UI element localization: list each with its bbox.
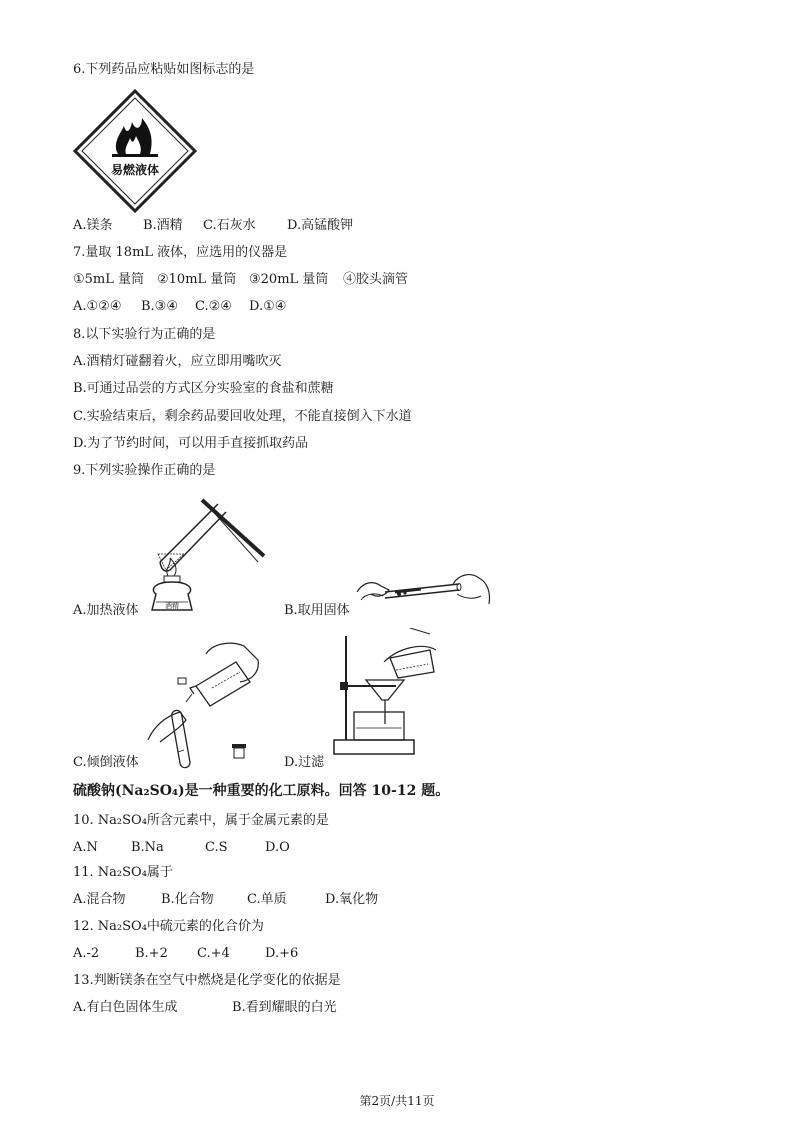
section-intro: 硫酸钠(Na₂SO₄)是一种重要的化工原料。回答 10-12 题。	[73, 783, 450, 799]
q11-option-c[interactable]: C.单质	[247, 892, 287, 907]
q8-option-d[interactable]: D.为了节约时间，可以用手直接抓取药品	[73, 436, 309, 451]
q7-item-4: ④胶头滴管	[343, 272, 409, 287]
q8-stem: 8.以下实验行为正确的是	[73, 327, 216, 342]
q10-option-a[interactable]: A.N	[73, 840, 98, 855]
q13-options	[73, 999, 337, 1017]
q9-option-b[interactable]: B.取用固体	[284, 603, 350, 618]
q7-option-c[interactable]: C.②④	[195, 299, 232, 314]
q7-item-2: ②10mL 量筒	[157, 272, 237, 287]
q6-option-a[interactable]: A.镁条	[73, 218, 113, 233]
figure-pouring-liquid	[140, 630, 270, 770]
q11-option-b[interactable]: B.化合物	[161, 892, 214, 907]
q9-option-a[interactable]: A.加热液体	[73, 603, 139, 618]
q6-stem: 6.下列药品应粘贴如图标志的是	[73, 62, 255, 77]
q6-option-b[interactable]: B.酒精	[143, 218, 183, 233]
q13-stem: 13.判断镁条在空气中燃烧是化学变化的依据是	[73, 973, 341, 988]
q10-option-d[interactable]: D.O	[265, 840, 290, 855]
q9-option-d[interactable]: D.过滤	[284, 755, 325, 770]
q9-stem: 9.下列实验操作正确的是	[73, 463, 216, 478]
q10-option-c[interactable]: C.S	[205, 840, 228, 855]
q12-option-d[interactable]: D.+6	[265, 946, 299, 961]
q12-option-a[interactable]: A.-2	[73, 946, 100, 961]
q7-item-3: ③20mL 量筒	[249, 272, 329, 287]
q11-stem: 11. Na₂SO₄属于	[73, 865, 173, 880]
figure-taking-solid	[355, 570, 495, 612]
q6-option-c[interactable]: C.石灰水	[203, 218, 256, 233]
svg-text:酒精: 酒精	[165, 602, 179, 610]
q10-stem: 10. Na₂SO₄所含元素中，属于金属元素的是	[73, 813, 329, 828]
q9-option-c[interactable]: C.倾倒液体	[73, 755, 139, 770]
q8-option-a[interactable]: A.酒精灯碰翻着火，应立即用嘴吹灭	[73, 354, 282, 369]
q13-option-b[interactable]: B.看到耀眼的白光	[232, 1000, 337, 1015]
q7-option-a[interactable]: A.①②④	[73, 299, 122, 314]
q12-stem: 12. Na₂SO₄中硫元素的化合价为	[73, 919, 264, 934]
q13-option-a[interactable]: A.有白色固体生成	[73, 1000, 178, 1015]
flammable-liquid-sign	[72, 88, 198, 214]
figure-filtration	[326, 628, 456, 758]
q6-options	[73, 217, 353, 235]
q11-option-a[interactable]: A.混合物	[73, 892, 126, 907]
q10-option-b[interactable]: B.Na	[131, 840, 164, 855]
q7-option-b[interactable]: B.③④	[141, 299, 178, 314]
q12-options	[73, 945, 298, 963]
q12-option-b[interactable]: B.+2	[135, 946, 168, 961]
q7-items	[73, 271, 408, 289]
q10-options	[73, 839, 290, 857]
sign-label: 易燃液体	[110, 163, 160, 177]
q11-option-d[interactable]: D.氧化物	[325, 892, 379, 907]
q7-options	[73, 298, 286, 316]
q8-option-c[interactable]: C.实验结束后，剩余药品要回收处理，不能直接倒入下水道	[73, 409, 412, 424]
q7-stem: 7.量取 18mL 液体，应选用的仪器是	[73, 245, 288, 260]
q7-item-1: ①5mL 量筒	[73, 272, 145, 287]
q7-option-d[interactable]: D.①④	[249, 299, 287, 314]
q8-option-b[interactable]: B.可通过品尝的方式区分实验室的食盐和蔗糖	[73, 381, 334, 396]
page-number: 第2页/共11页	[359, 1094, 435, 1108]
q12-option-c[interactable]: C.+4	[197, 946, 230, 961]
q6-option-d[interactable]: D.高锰酸钾	[287, 218, 354, 233]
q11-options	[73, 891, 378, 909]
figure-heating-liquid	[140, 490, 270, 612]
